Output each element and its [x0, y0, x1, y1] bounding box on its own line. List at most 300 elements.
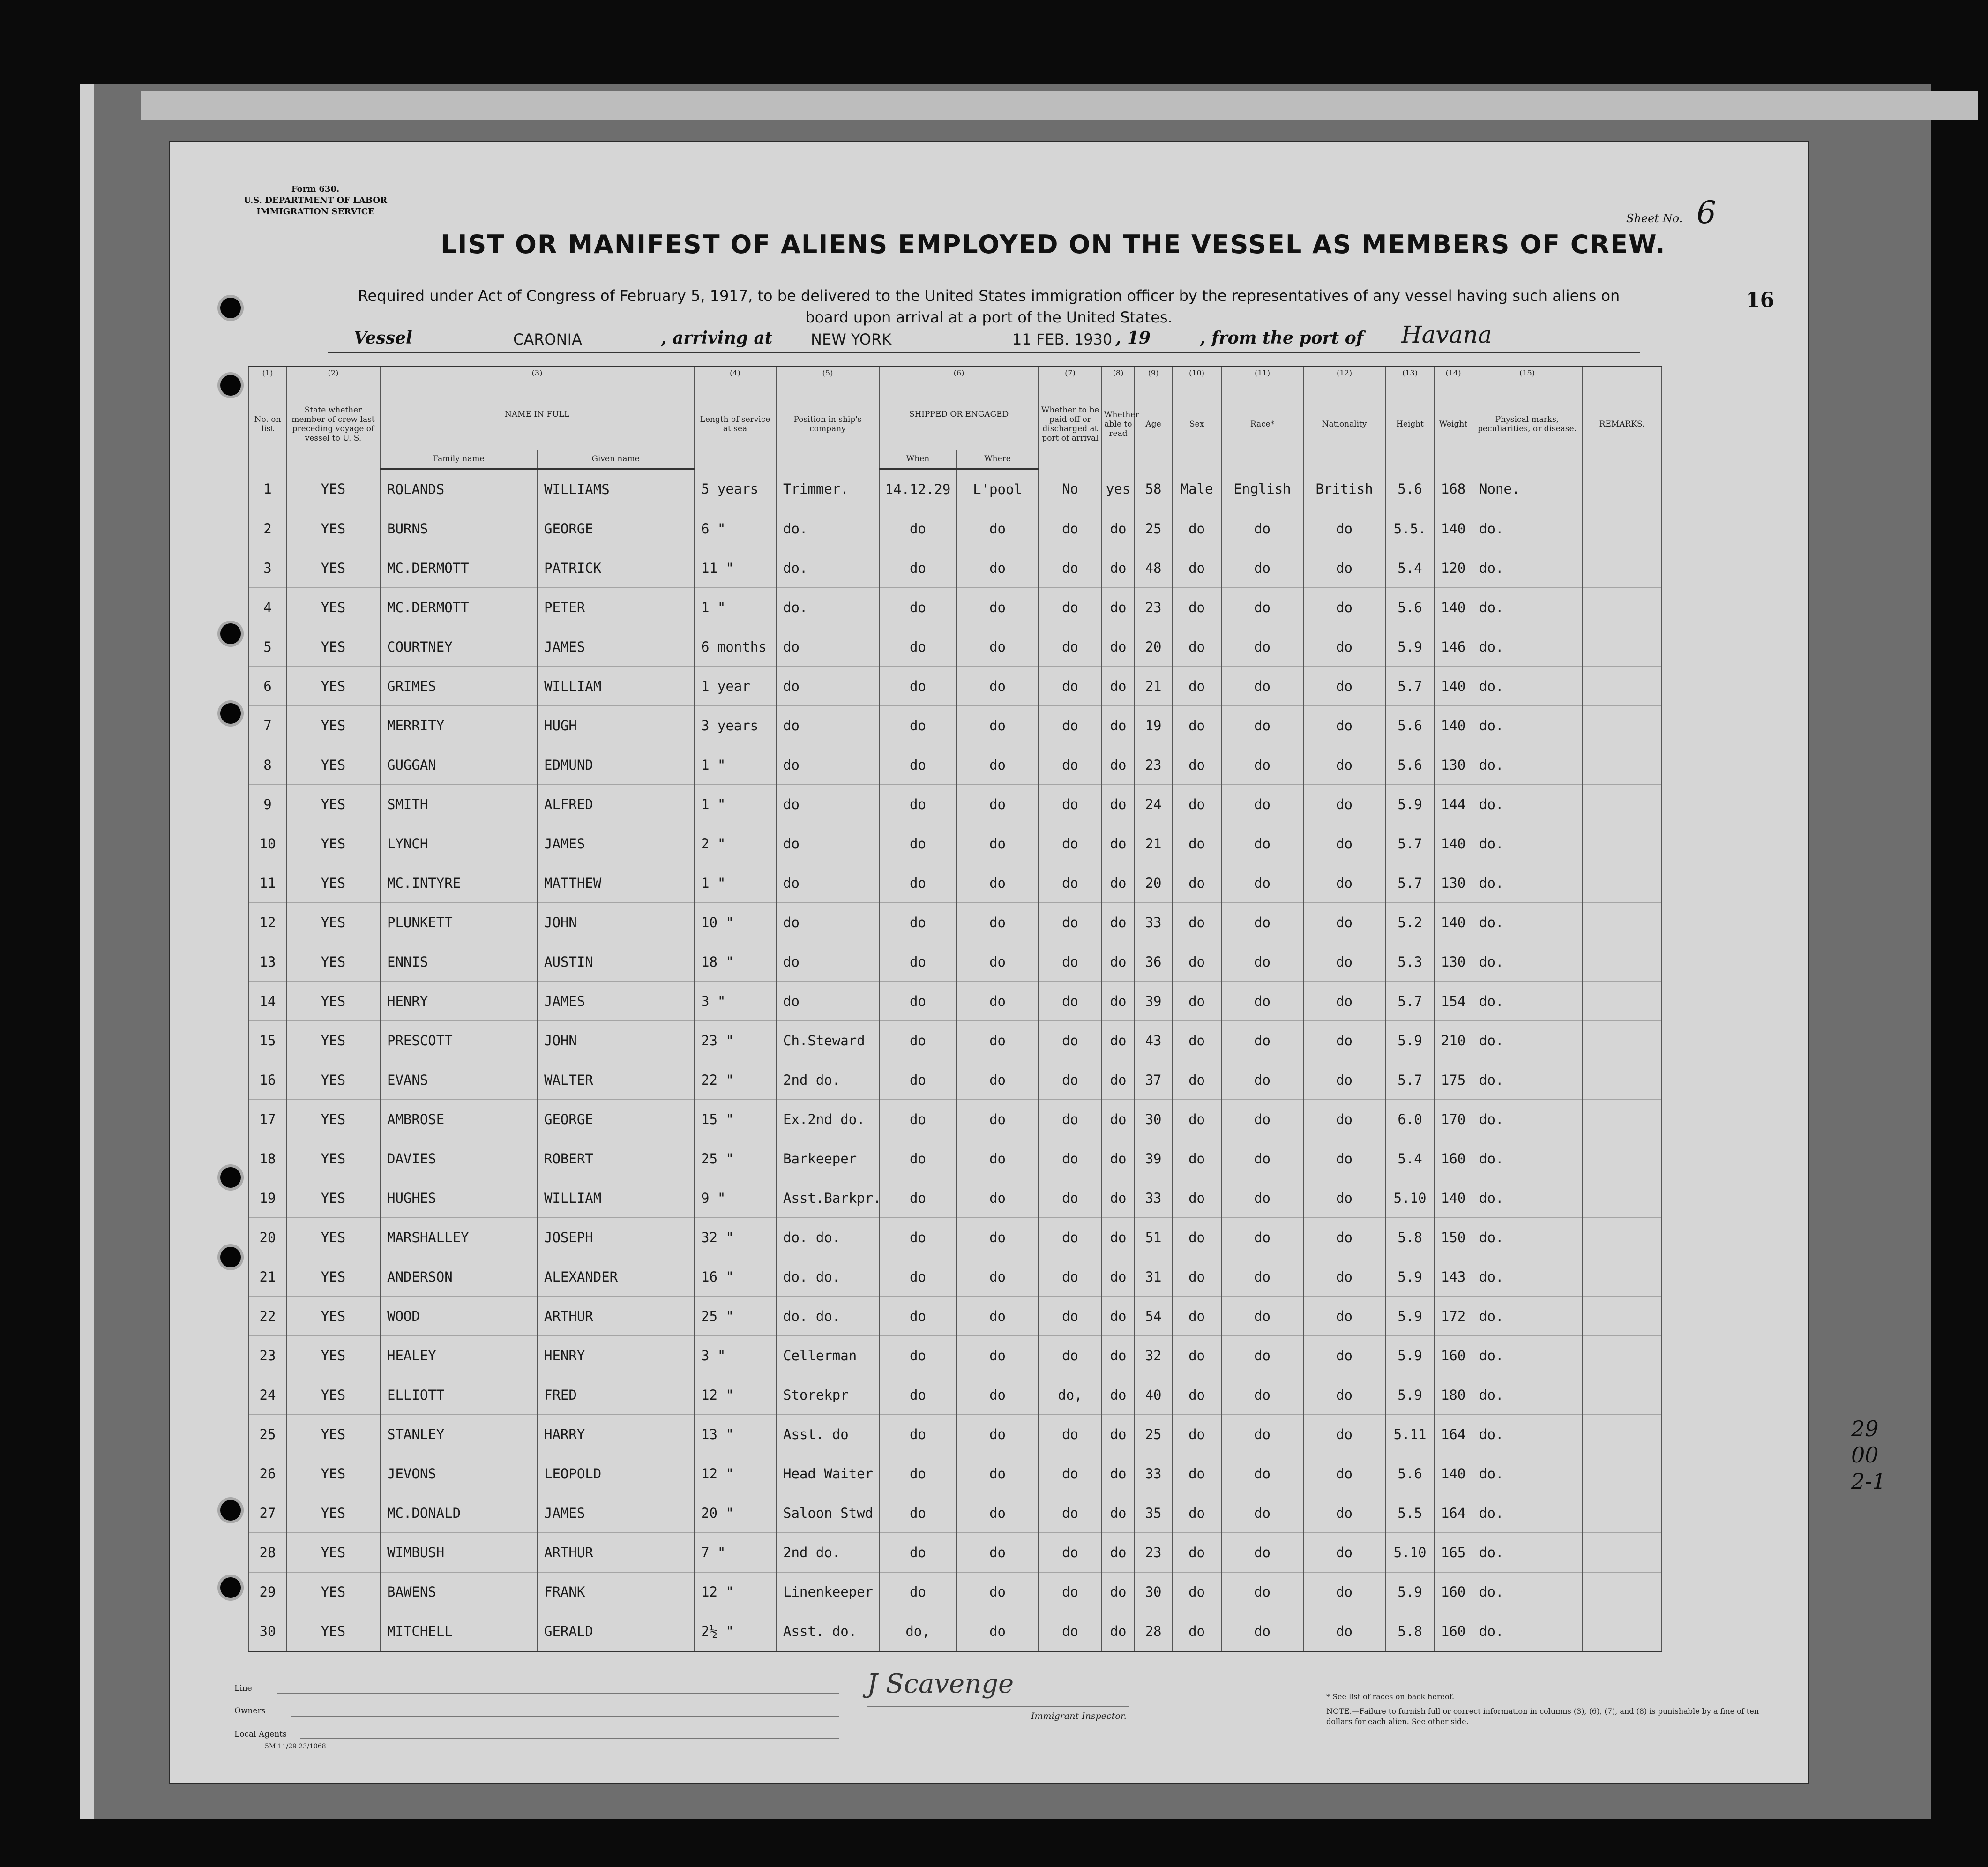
- no-cell: 13: [249, 942, 286, 982]
- read-cell: do: [1102, 1139, 1135, 1178]
- when-cell: do: [879, 863, 957, 903]
- weight-cell: 140: [1435, 588, 1472, 627]
- remarks-header: REMARKS.: [1582, 379, 1662, 469]
- table-row: [249, 667, 1662, 706]
- binder-hole: [220, 703, 241, 724]
- service-cell: 1 ": [694, 863, 776, 903]
- height-cell: 5.2: [1385, 903, 1435, 942]
- age-cell: 48: [1135, 548, 1172, 588]
- age-cell: 54: [1135, 1297, 1172, 1336]
- read-cell: do: [1102, 706, 1135, 745]
- service-cell: 22 ": [694, 1060, 776, 1100]
- binder-hole: [220, 623, 241, 644]
- service-cell: 1 ": [694, 785, 776, 824]
- voyage-cell: YES: [286, 1100, 380, 1139]
- read-cell: do: [1102, 1612, 1135, 1651]
- given-name-cell: JOHN: [537, 903, 694, 942]
- position-cell: do: [776, 903, 879, 942]
- physical-marks-cell: do.: [1472, 706, 1582, 745]
- weight-cell: 175: [1435, 1060, 1472, 1100]
- paid-off-cell: do: [1039, 745, 1102, 785]
- margin-notes: [1851, 1416, 1886, 1494]
- read-cell: do: [1102, 824, 1135, 863]
- given-name-cell: ROBERT: [537, 1139, 694, 1178]
- no-cell: 29: [249, 1572, 286, 1612]
- physical-marks-cell: do.: [1472, 982, 1582, 1021]
- year-label: , 19: [1115, 328, 1151, 348]
- service-cell: 1 ": [694, 588, 776, 627]
- sex-cell: do: [1172, 1336, 1221, 1375]
- read-cell: do: [1102, 1257, 1135, 1297]
- physical-marks-cell: do.: [1472, 1375, 1582, 1415]
- physical-marks-cell: do.: [1472, 1100, 1582, 1139]
- where-cell: do: [957, 1178, 1039, 1218]
- service-cell: 16 ": [694, 1257, 776, 1297]
- nationality-cell: do: [1303, 667, 1385, 706]
- age-cell: 37: [1135, 1060, 1172, 1100]
- weight-cell: 160: [1435, 1612, 1472, 1651]
- sex-cell: do: [1172, 706, 1221, 745]
- table-row: [249, 942, 1662, 982]
- column-number: (13): [1385, 367, 1435, 380]
- position-cell: do.: [776, 588, 879, 627]
- age-cell: 39: [1135, 1139, 1172, 1178]
- column-number: (4): [694, 367, 776, 380]
- read-cell: do: [1102, 548, 1135, 588]
- race-cell: English: [1221, 469, 1303, 509]
- no-cell: 11: [249, 863, 286, 903]
- nationality-cell: do: [1303, 1100, 1385, 1139]
- remarks-cell: [1582, 1178, 1662, 1218]
- race-cell: do: [1221, 1139, 1303, 1178]
- nationality-cell: do: [1303, 1572, 1385, 1612]
- sex-cell: do: [1172, 982, 1221, 1021]
- voyage-cell: YES: [286, 1415, 380, 1454]
- table-row: [249, 982, 1662, 1021]
- where-cell: do: [957, 1100, 1039, 1139]
- age-cell: 23: [1135, 1533, 1172, 1572]
- service-cell: 2½ ": [694, 1612, 776, 1651]
- column-number: (5): [776, 367, 879, 380]
- voyage-cell: YES: [286, 1375, 380, 1415]
- where-cell: do: [957, 627, 1039, 667]
- margin-note: 29: [1851, 1416, 1879, 1441]
- page-subtitle: Required under Act of Congress of February 5, 1917, to be delivered to the United States immigration officer by the representatives of any vessel having such aliens on board upon arrival at a port of the United States.: [358, 287, 1620, 326]
- weight-cell: 160: [1435, 1139, 1472, 1178]
- when-cell: do: [879, 1572, 957, 1612]
- age-cell: 32: [1135, 1336, 1172, 1375]
- voyage-cell: YES: [286, 548, 380, 588]
- column-number: (11): [1221, 367, 1303, 380]
- paid-off-cell: do: [1039, 903, 1102, 942]
- given-name-cell: JAMES: [537, 982, 694, 1021]
- age-cell: 21: [1135, 667, 1172, 706]
- service-cell: 3 years: [694, 706, 776, 745]
- table-row: [249, 1178, 1662, 1218]
- given-name-header: Given name: [537, 450, 694, 469]
- page-number: 16: [1746, 288, 1775, 312]
- when-cell: do: [879, 785, 957, 824]
- read-cell: do: [1102, 1218, 1135, 1257]
- position-cell: Asst. do: [776, 1415, 879, 1454]
- department-header: [244, 184, 387, 217]
- physical-marks-cell: do.: [1472, 548, 1582, 588]
- paid-off-cell: do: [1039, 1493, 1102, 1533]
- remarks-cell: [1582, 588, 1662, 627]
- read-cell: do: [1102, 863, 1135, 903]
- read-cell: do: [1102, 627, 1135, 667]
- service-cell: 25 ": [694, 1139, 776, 1178]
- family-name-cell: BURNS: [380, 509, 537, 548]
- remarks-cell: [1582, 1533, 1662, 1572]
- column-number: (12): [1303, 367, 1385, 380]
- sex-cell: do: [1172, 588, 1221, 627]
- when-cell: do: [879, 1178, 957, 1218]
- family-name-cell: DAVIES: [380, 1139, 537, 1178]
- binder-tab: [141, 91, 1978, 120]
- where-cell: do: [957, 1297, 1039, 1336]
- position-cell: do.: [776, 509, 879, 548]
- from-label: , from the port of: [1200, 328, 1364, 348]
- where-cell: do: [957, 588, 1039, 627]
- weight-cell: 140: [1435, 667, 1472, 706]
- sex-cell: do: [1172, 1178, 1221, 1218]
- paid-off-cell: do: [1039, 1533, 1102, 1572]
- age-cell: 36: [1135, 942, 1172, 982]
- family-name-cell: HUGHES: [380, 1178, 537, 1218]
- where-cell: do: [957, 982, 1039, 1021]
- no-cell: 20: [249, 1218, 286, 1257]
- no-cell: 3: [249, 548, 286, 588]
- voyage-cell: YES: [286, 745, 380, 785]
- paid-off-cell: do: [1039, 706, 1102, 745]
- service-cell: 1 year: [694, 667, 776, 706]
- length-service-header: Length of service at sea: [694, 379, 776, 469]
- height-cell: 5.10: [1385, 1178, 1435, 1218]
- race-cell: do: [1221, 745, 1303, 785]
- position-cell: do: [776, 745, 879, 785]
- physical-marks-cell: do.: [1472, 1178, 1582, 1218]
- paid-off-cell: do: [1039, 1257, 1102, 1297]
- where-cell: do: [957, 942, 1039, 982]
- nationality-cell: do: [1303, 824, 1385, 863]
- position-cell: do. do.: [776, 1257, 879, 1297]
- given-name-cell: GEORGE: [537, 1100, 694, 1139]
- service-cell: 1 ": [694, 745, 776, 785]
- service-cell: 25 ": [694, 1297, 776, 1336]
- nationality-cell: do: [1303, 627, 1385, 667]
- remarks-cell: [1582, 1060, 1662, 1100]
- height-cell: 5.7: [1385, 824, 1435, 863]
- race-cell: do: [1221, 863, 1303, 903]
- when-cell: do: [879, 1415, 957, 1454]
- service-cell: 18 ": [694, 942, 776, 982]
- height-cell: 5.7: [1385, 667, 1435, 706]
- physical-marks-cell: do.: [1472, 588, 1582, 627]
- voyage-cell: YES: [286, 1218, 380, 1257]
- remarks-cell: [1582, 903, 1662, 942]
- line-label: Line: [234, 1684, 252, 1693]
- height-cell: 5.9: [1385, 1297, 1435, 1336]
- weight-cell: 130: [1435, 863, 1472, 903]
- paid-off-cell: do: [1039, 1100, 1102, 1139]
- read-cell: do: [1102, 982, 1135, 1021]
- sex-cell: do: [1172, 548, 1221, 588]
- nationality-cell: do: [1303, 1493, 1385, 1533]
- family-name-cell: ENNIS: [380, 942, 537, 982]
- where-cell: do: [957, 1021, 1039, 1060]
- read-cell: yes: [1102, 469, 1135, 509]
- physical-marks-cell: do.: [1472, 1297, 1582, 1336]
- height-cell: 5.3: [1385, 942, 1435, 982]
- race-cell: do: [1221, 1375, 1303, 1415]
- given-name-cell: HUGH: [537, 706, 694, 745]
- height-cell: 5.9: [1385, 1336, 1435, 1375]
- sex-cell: Male: [1172, 469, 1221, 509]
- race-cell: do: [1221, 1100, 1303, 1139]
- remarks-cell: [1582, 667, 1662, 706]
- family-name-cell: JEVONS: [380, 1454, 537, 1493]
- physical-marks-header: Physical marks, peculiarities, or disease.: [1472, 379, 1582, 469]
- service-cell: 12 ": [694, 1375, 776, 1415]
- race-cell: do: [1221, 667, 1303, 706]
- physical-marks-cell: do.: [1472, 824, 1582, 863]
- paid-off-cell: do: [1039, 1415, 1102, 1454]
- service-cell: 12 ": [694, 1454, 776, 1493]
- no-cell: 8: [249, 745, 286, 785]
- position-cell: Ch.Steward: [776, 1021, 879, 1060]
- age-cell: 25: [1135, 509, 1172, 548]
- read-cell: do: [1102, 1178, 1135, 1218]
- paid-off-cell: do: [1039, 1060, 1102, 1100]
- family-name-cell: MC.DERMOTT: [380, 588, 537, 627]
- when-cell: do: [879, 1297, 957, 1336]
- paid-off-cell: do: [1039, 1336, 1102, 1375]
- column-number: (7): [1039, 367, 1102, 380]
- arrival-date: 11 FEB. 1930: [1012, 330, 1113, 348]
- no-cell: 4: [249, 588, 286, 627]
- when-cell: do,: [879, 1612, 957, 1651]
- nationality-cell: do: [1303, 1297, 1385, 1336]
- read-cell: do: [1102, 1493, 1135, 1533]
- family-name-cell: MARSHALLEY: [380, 1218, 537, 1257]
- table-row: [249, 1493, 1662, 1533]
- read-cell: do: [1102, 1100, 1135, 1139]
- age-cell: 23: [1135, 745, 1172, 785]
- race-cell: do: [1221, 548, 1303, 588]
- inspector-label: Immigrant Inspector.: [1031, 1711, 1127, 1721]
- owners-label: Owners: [234, 1706, 266, 1716]
- age-cell: 24: [1135, 785, 1172, 824]
- paid-off-cell: do: [1039, 785, 1102, 824]
- inspector-signature: J Scavenge: [867, 1669, 1014, 1699]
- age-cell: 20: [1135, 627, 1172, 667]
- age-cell: 28: [1135, 1612, 1172, 1651]
- column-number: (14): [1435, 367, 1472, 380]
- weight-header: Weight: [1435, 379, 1472, 469]
- table-row: [249, 469, 1662, 509]
- where-cell: do: [957, 1336, 1039, 1375]
- height-cell: 5.9: [1385, 1021, 1435, 1060]
- remarks-cell: [1582, 824, 1662, 863]
- voyage-cell: YES: [286, 942, 380, 982]
- voyage-cell: YES: [286, 1612, 380, 1651]
- read-cell: do: [1102, 1297, 1135, 1336]
- weight-cell: 160: [1435, 1572, 1472, 1612]
- physical-marks-cell: do.: [1472, 1493, 1582, 1533]
- given-name-cell: GERALD: [537, 1612, 694, 1651]
- physical-marks-cell: do.: [1472, 1218, 1582, 1257]
- given-name-cell: JOHN: [537, 1021, 694, 1060]
- local-agents-label: Local Agents: [234, 1730, 287, 1739]
- nationality-cell: do: [1303, 1533, 1385, 1572]
- sex-cell: do: [1172, 1493, 1221, 1533]
- where-cell: do: [957, 1375, 1039, 1415]
- age-cell: 33: [1135, 1178, 1172, 1218]
- remarks-cell: [1582, 706, 1662, 745]
- nationality-cell: do: [1303, 785, 1385, 824]
- table-row: [249, 863, 1662, 903]
- height-cell: 5.9: [1385, 1375, 1435, 1415]
- read-cell: do: [1102, 1572, 1135, 1612]
- paid-off-cell: do: [1039, 1297, 1102, 1336]
- service-cell: 7 ": [694, 1533, 776, 1572]
- weight-cell: 210: [1435, 1021, 1472, 1060]
- given-name-cell: ALFRED: [537, 785, 694, 824]
- nationality-cell: do: [1303, 942, 1385, 982]
- when-cell: do: [879, 1533, 957, 1572]
- sex-cell: do: [1172, 863, 1221, 903]
- service-cell: 20 ": [694, 1493, 776, 1533]
- nationality-cell: do: [1303, 903, 1385, 942]
- nationality-cell: do: [1303, 588, 1385, 627]
- column-number-row: [249, 367, 1662, 380]
- remarks-cell: [1582, 1493, 1662, 1533]
- no-cell: 27: [249, 1493, 286, 1533]
- margin-note: 00: [1851, 1442, 1879, 1468]
- read-cell: do: [1102, 785, 1135, 824]
- binder-hole: [220, 375, 241, 396]
- voyage-cell: YES: [286, 1021, 380, 1060]
- no-cell: 18: [249, 1139, 286, 1178]
- position-cell: Ex.2nd do.: [776, 1100, 879, 1139]
- page-title: LIST OR MANIFEST OF ALIENS EMPLOYED ON THE VESSEL AS MEMBERS OF CREW.: [441, 230, 1666, 259]
- height-cell: 5.7: [1385, 1060, 1435, 1100]
- table-row: [249, 1415, 1662, 1454]
- position-cell: do: [776, 824, 879, 863]
- last-voyage-header: State whether member of crew last preceding voyage of vessel to U. S.: [286, 379, 380, 469]
- binder-hole: [220, 298, 241, 318]
- table-row: [249, 1375, 1662, 1415]
- remarks-cell: [1582, 1336, 1662, 1375]
- race-cell: do: [1221, 1297, 1303, 1336]
- column-number: (6): [879, 367, 1039, 380]
- remarks-cell: [1582, 627, 1662, 667]
- position-cell: 2nd do.: [776, 1533, 879, 1572]
- position-cell: do. do.: [776, 1218, 879, 1257]
- race-note: * See list of races on back hereof.: [1326, 1692, 1455, 1701]
- given-name-cell: GEORGE: [537, 509, 694, 548]
- able-read-header: Whether able to read: [1102, 379, 1135, 469]
- race-cell: do: [1221, 1415, 1303, 1454]
- weight-cell: 140: [1435, 824, 1472, 863]
- voyage-cell: YES: [286, 1533, 380, 1572]
- position-cell: do: [776, 706, 879, 745]
- sex-cell: do: [1172, 1218, 1221, 1257]
- table-row: [249, 706, 1662, 745]
- no-cell: 7: [249, 706, 286, 745]
- table-row: [249, 1572, 1662, 1612]
- when-cell: 14.12.29: [879, 469, 957, 509]
- height-cell: 5.6: [1385, 706, 1435, 745]
- weight-cell: 170: [1435, 1100, 1472, 1139]
- nationality-cell: do: [1303, 745, 1385, 785]
- no-cell: 24: [249, 1375, 286, 1415]
- position-cell: Trimmer.: [776, 469, 879, 509]
- when-cell: do: [879, 588, 957, 627]
- no-cell: 17: [249, 1100, 286, 1139]
- physical-marks-cell: do.: [1472, 1139, 1582, 1178]
- nationality-cell: do: [1303, 1257, 1385, 1297]
- height-cell: 5.9: [1385, 1572, 1435, 1612]
- race-cell: do: [1221, 1454, 1303, 1493]
- paid-off-header: Whether to be paid off or discharged at port of arrival: [1039, 379, 1102, 469]
- family-name-cell: EVANS: [380, 1060, 537, 1100]
- paid-off-cell: do,: [1039, 1375, 1102, 1415]
- voyage-cell: YES: [286, 509, 380, 548]
- when-cell: do: [879, 1454, 957, 1493]
- voyage-cell: YES: [286, 785, 380, 824]
- when-cell: do: [879, 903, 957, 942]
- column-number: (15): [1472, 367, 1582, 380]
- position-header: Position in ship's company: [776, 379, 879, 469]
- sex-cell: do: [1172, 1572, 1221, 1612]
- agents-underline: [300, 1738, 839, 1739]
- position-cell: do.: [776, 548, 879, 588]
- remarks-cell: [1582, 785, 1662, 824]
- race-cell: do: [1221, 1218, 1303, 1257]
- height-cell: 5.9: [1385, 627, 1435, 667]
- family-name-cell: HEALEY: [380, 1336, 537, 1375]
- nationality-cell: British: [1303, 469, 1385, 509]
- sex-cell: do: [1172, 1375, 1221, 1415]
- family-name-cell: BAWENS: [380, 1572, 537, 1612]
- when-cell: do: [879, 982, 957, 1021]
- sex-cell: do: [1172, 509, 1221, 548]
- when-cell: do: [879, 1139, 957, 1178]
- physical-marks-cell: do.: [1472, 509, 1582, 548]
- height-cell: 5.7: [1385, 863, 1435, 903]
- service-cell: 5 years: [694, 469, 776, 509]
- nationality-header: Nationality: [1303, 379, 1385, 469]
- where-cell: do: [957, 1612, 1039, 1651]
- position-cell: Head Waiter: [776, 1454, 879, 1493]
- physical-marks-cell: do.: [1472, 1257, 1582, 1297]
- position-cell: Asst. do.: [776, 1612, 879, 1651]
- age-cell: 21: [1135, 824, 1172, 863]
- position-cell: Cellerman: [776, 1336, 879, 1375]
- nationality-cell: do: [1303, 1218, 1385, 1257]
- where-cell: do: [957, 1139, 1039, 1178]
- age-cell: 58: [1135, 469, 1172, 509]
- where-cell: do: [957, 903, 1039, 942]
- race-cell: do: [1221, 942, 1303, 982]
- column-number-blank: [1582, 367, 1662, 380]
- paid-off-cell: do: [1039, 1139, 1102, 1178]
- voyage-cell: YES: [286, 1257, 380, 1297]
- paid-off-cell: do: [1039, 667, 1102, 706]
- remarks-cell: [1582, 1454, 1662, 1493]
